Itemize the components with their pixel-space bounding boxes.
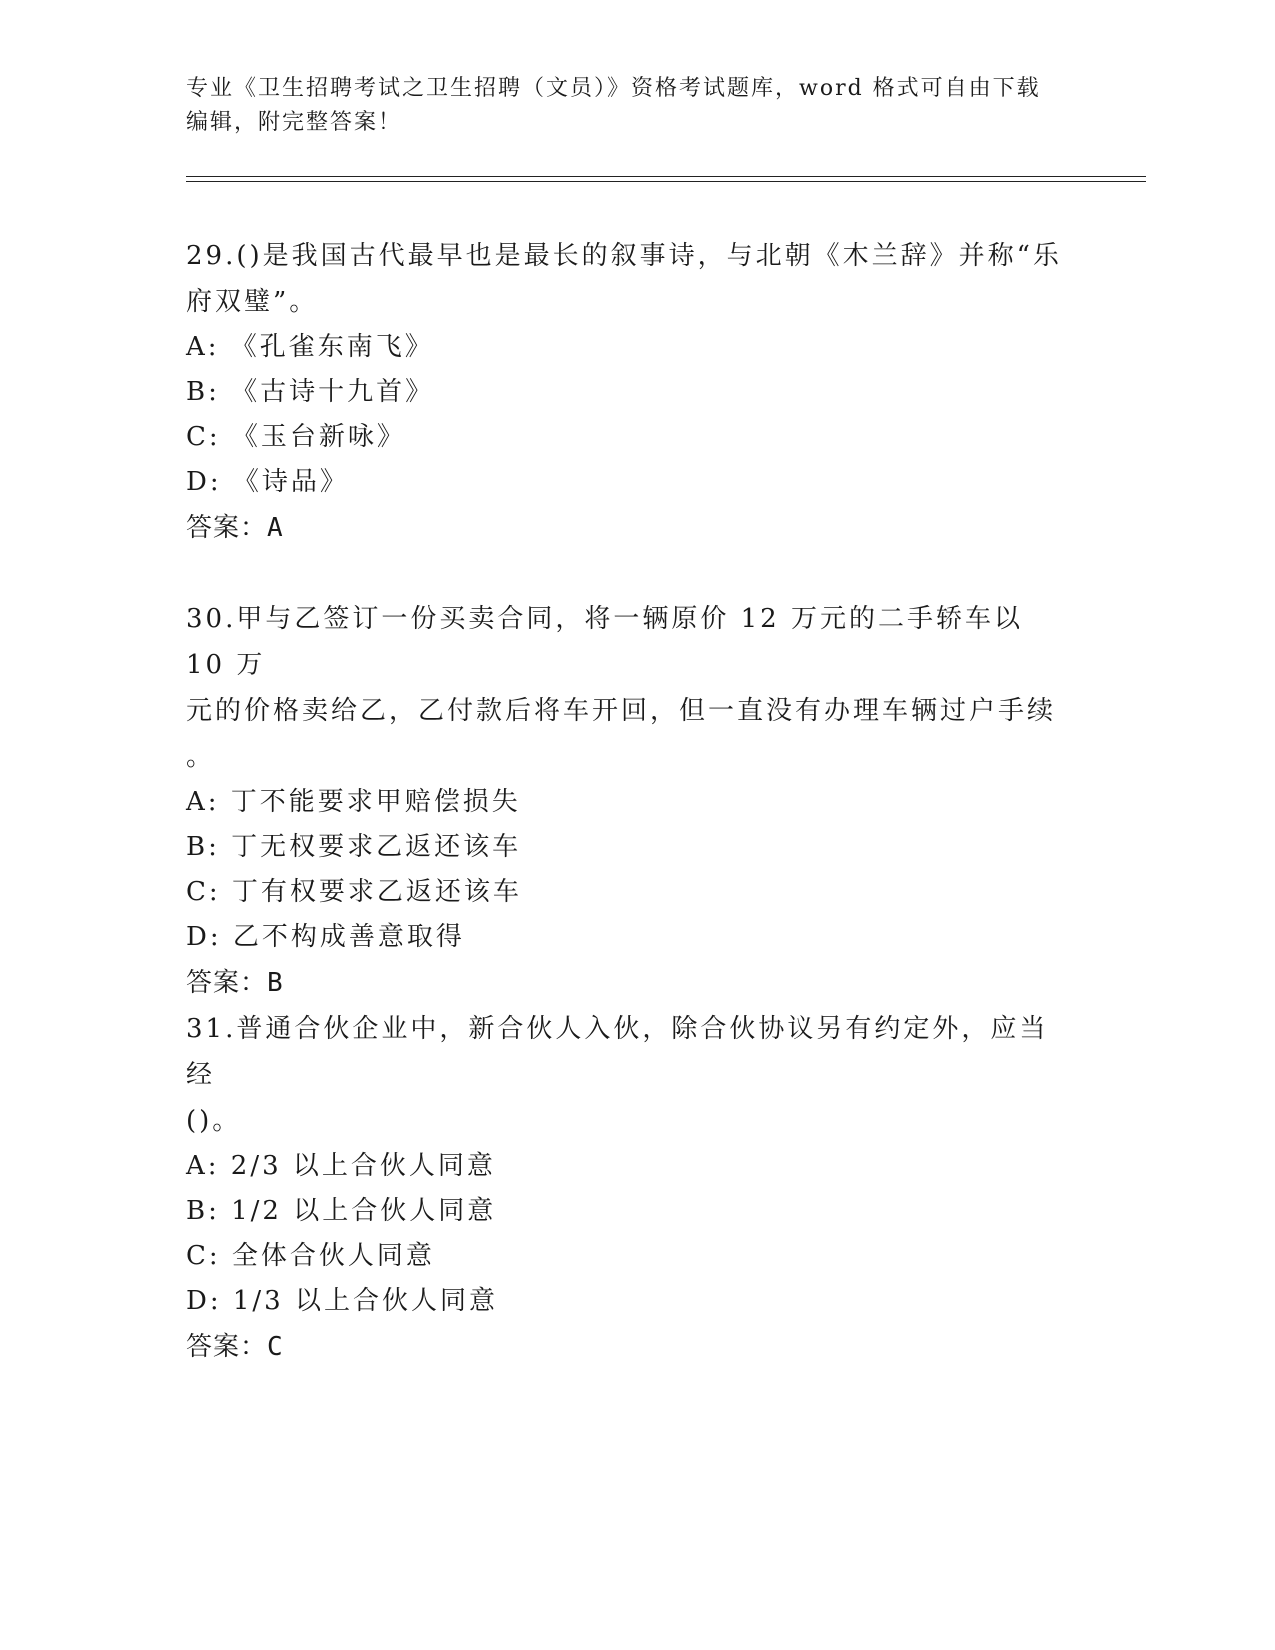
option-b: B: 《古诗十九首》 — [186, 377, 435, 407]
option-c: C: 丁有权要求乙返还该车 — [186, 877, 522, 907]
question-stem-line: 31.普通合伙企业中，新合伙人入伙，除合伙协议另有约定外，应当经 — [186, 1014, 1049, 1090]
answer-label: 答案： — [186, 968, 268, 998]
header-line-1: 专业《卫生招聘考试之卫生招聘（文员）》资格考试题库，word 格式可自由下载 — [186, 76, 1041, 101]
option-d: D: 《诗品》 — [186, 467, 349, 497]
question-31 — [186, 1006, 1066, 1370]
question-stem-line: 30.甲与乙签订一份买卖合同，将一辆原价 12 万元的二手轿车以 10 万 — [186, 604, 1023, 680]
option-a: A: 丁不能要求甲赔偿损失 — [186, 787, 521, 817]
answer-line — [186, 960, 1066, 1006]
header-line-2: 编辑，附完整答案！ — [186, 110, 403, 135]
answer-value: C — [267, 1332, 284, 1362]
option-a: A: 《孔雀东南飞》 — [186, 332, 434, 362]
header-divider-bottom — [186, 181, 1146, 182]
answer-label: 答案： — [186, 513, 268, 543]
answer-value: A — [267, 513, 284, 543]
option-c: C: 《玉台新咏》 — [186, 422, 406, 452]
question-stem-line: 29.()是我国古代最早也是最长的叙事诗，与北朝《木兰辞》并称“乐 — [186, 241, 1062, 271]
answer-line — [186, 1324, 1066, 1370]
document-header — [186, 72, 1086, 140]
answer-value: B — [267, 968, 284, 998]
option-d: D: 乙不构成善意取得 — [186, 922, 465, 952]
answer-line — [186, 505, 1066, 551]
option-b: B: 丁无权要求乙返还该车 — [186, 832, 522, 862]
option-b: B: 1/2 以上合伙人同意 — [186, 1196, 497, 1226]
question-stem-line: 元的价格卖给乙，乙付款后将车开回，但一直没有办理车辆过户手续 — [186, 696, 1057, 726]
question-30 — [186, 596, 1066, 1006]
header-divider-top — [186, 176, 1146, 177]
question-stem-line: ()。 — [186, 1106, 242, 1136]
option-c: C: 全体合伙人同意 — [186, 1241, 435, 1271]
option-a: A: 2/3 以上合伙人同意 — [186, 1151, 496, 1181]
answer-label: 答案： — [186, 1332, 268, 1362]
question-stem-line: 。 — [186, 742, 216, 772]
question-29 — [186, 233, 1066, 551]
option-d: D: 1/3 以上合伙人同意 — [186, 1286, 498, 1316]
question-stem-line: 府双璧”。 — [186, 287, 319, 317]
